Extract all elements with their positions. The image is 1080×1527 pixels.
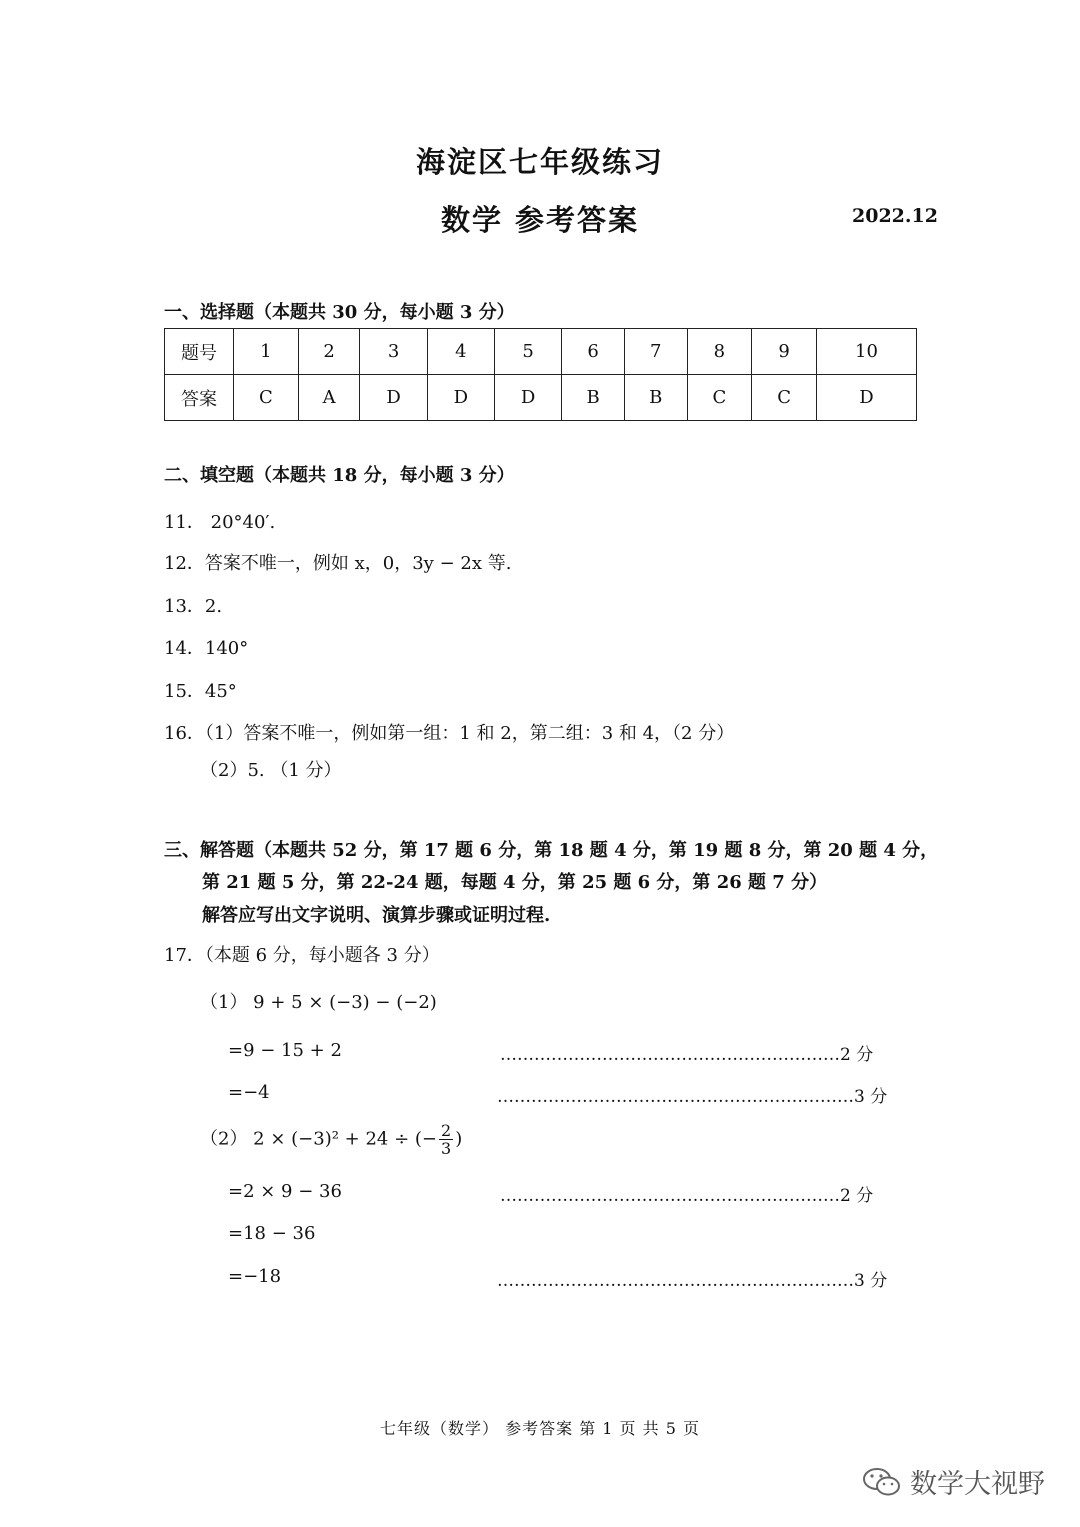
page-subtitle: 数学 参考答案 — [440, 203, 640, 237]
q17-part2-step2: =18 − 36 — [228, 1223, 316, 1244]
question-number: 2 — [298, 329, 360, 375]
watermark-text: 数学大视野 — [910, 1469, 1045, 1500]
fill-answer-16-2: （2）5. （1 分） — [200, 760, 342, 781]
question-number: 7 — [624, 329, 687, 375]
answer-cell: C — [234, 375, 299, 421]
answer-cell: C — [752, 375, 817, 421]
section2-heading: 二、填空题（本题共 18 分，每小题 3 分） — [164, 465, 515, 486]
q17-part2-step1: =2 × 9 − 36 — [228, 1181, 342, 1202]
section3-heading-line3: 解答应写出文字说明、演算步骤或证明过程. — [202, 905, 551, 926]
fraction-denominator: 3 — [441, 1139, 452, 1158]
q17-part2-step3: =−18 — [228, 1266, 282, 1287]
question-number: 8 — [687, 329, 752, 375]
question-number: 6 — [562, 329, 625, 375]
q17-part2-step3-score: ………………………………………………………3 分 — [497, 1271, 888, 1291]
fill-answer-11: 11． 20°40′. — [164, 512, 276, 533]
answer-cell: A — [298, 375, 360, 421]
section3-heading-line1: 三、解答题（本题共 52 分，第 17 题 6 分，第 18 题 4 分，第 19 题 8 分，第 20 题 4 分， — [164, 840, 939, 861]
answer-cell: C — [687, 375, 752, 421]
fill-answer-13: 13．2. — [164, 596, 223, 617]
q17-part1-step2-score: ………………………………………………………3 分 — [497, 1087, 888, 1107]
table-row — [165, 375, 917, 421]
question-number: 9 — [752, 329, 817, 375]
question-number: 5 — [494, 329, 561, 375]
watermark — [862, 1462, 1045, 1501]
row-label-number: 题号 — [165, 329, 234, 375]
question-number: 4 — [427, 329, 494, 375]
answer-table — [164, 328, 917, 421]
q17-part2-expr-suffix: ) — [455, 1128, 463, 1150]
answer-cell: D — [360, 375, 427, 421]
fill-answer-12: 12．答案不唯一，例如 x，0，3y − 2x 等. — [164, 553, 512, 574]
q17-part1-step2: =−4 — [228, 1082, 270, 1103]
q17-part2-expr-prefix: （2） 2 × (−3)² + 24 ÷ (− — [200, 1128, 438, 1150]
section3-heading-line2: 第 21 题 5 分，第 22-24 题，每题 4 分，第 25 题 6 分，第 26 题 7 分） — [202, 872, 828, 893]
question-number: 10 — [816, 329, 916, 375]
answer-cell: D — [427, 375, 494, 421]
fill-answer-16-1: 16．（1）答案不唯一，例如第一组：1 和 2，第二组：3 和 4，（2 分） — [164, 723, 735, 744]
q17-header: 17．（本题 6 分，每小题各 3 分） — [164, 945, 440, 966]
q17-part1-expression: （1） 9 + 5 × (−3) − (−2) — [200, 992, 437, 1013]
table-row — [165, 329, 917, 375]
date: 2022.12 — [852, 205, 938, 227]
question-number: 3 — [360, 329, 427, 375]
fraction — [439, 1122, 453, 1157]
answer-cell: B — [562, 375, 625, 421]
page-footer: 七年级（数学） 参考答案 第 1 页 共 5 页 — [380, 1419, 700, 1438]
q17-part2-step1-score: ……………………………………………………2 分 — [500, 1186, 874, 1206]
question-number: 1 — [234, 329, 299, 375]
answer-cell: D — [816, 375, 916, 421]
fill-answer-15: 15．45° — [164, 681, 237, 702]
answer-cell: B — [624, 375, 687, 421]
fill-answer-14: 14．140° — [164, 638, 249, 659]
q17-part2-expression — [200, 1122, 462, 1157]
wechat-icon — [862, 1466, 902, 1498]
section1-heading: 一、选择题（本题共 30 分，每小题 3 分） — [164, 302, 515, 323]
answer-cell: D — [494, 375, 561, 421]
row-label-answer: 答案 — [165, 375, 234, 421]
q17-part1-step1: =9 − 15 + 2 — [228, 1040, 342, 1061]
fraction-numerator: 2 — [441, 1121, 452, 1140]
q17-part1-step1-score: ……………………………………………………2 分 — [500, 1045, 874, 1065]
page-title: 海淀区七年级练习 — [415, 145, 664, 179]
